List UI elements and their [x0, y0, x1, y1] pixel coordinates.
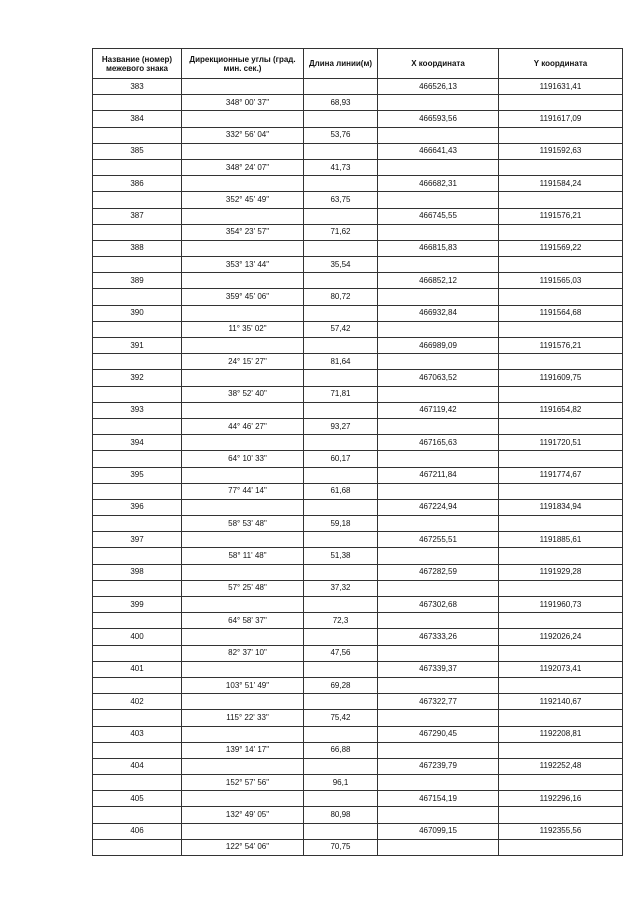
cell-angle: 11° 35' 02": [182, 321, 304, 337]
cell-angle: 57° 25' 48": [182, 580, 304, 596]
cell-length: 96,1: [304, 775, 378, 791]
cell-x: 466989,09: [378, 338, 499, 354]
cell-angle: 82° 37' 10": [182, 645, 304, 661]
cell-length: [304, 111, 378, 127]
line-row: [93, 224, 623, 240]
point-row: [93, 823, 623, 839]
cell-length: [304, 338, 378, 354]
cell-angle: 64° 10' 33": [182, 451, 304, 467]
cell-angle: 77° 44' 14": [182, 483, 304, 499]
cell-x: [378, 95, 499, 111]
cell-x: 466932,84: [378, 305, 499, 321]
cell-length: [304, 79, 378, 95]
cell-angle: [182, 79, 304, 95]
cell-y: [499, 645, 623, 661]
cell-angle: 348° 00' 37": [182, 95, 304, 111]
cell-x: 467154,19: [378, 791, 499, 807]
cell-name: [93, 775, 182, 791]
cell-x: 467339,37: [378, 661, 499, 677]
cell-angle: 348° 24' 07": [182, 159, 304, 175]
cell-length: 51,38: [304, 548, 378, 564]
cell-y: [499, 742, 623, 758]
cell-x: [378, 451, 499, 467]
cell-name: 395: [93, 467, 182, 483]
cell-length: 41,73: [304, 159, 378, 175]
line-row: [93, 321, 623, 337]
cell-name: [93, 418, 182, 434]
cell-y: 1191960,73: [499, 597, 623, 613]
point-row: [93, 435, 623, 451]
cell-angle: [182, 143, 304, 159]
point-row: [93, 79, 623, 95]
cell-x: [378, 516, 499, 532]
cell-angle: [182, 111, 304, 127]
header-y: Y координата: [499, 49, 623, 79]
boundary-coordinates-table: [92, 48, 623, 856]
cell-name: 388: [93, 240, 182, 256]
cell-angle: [182, 823, 304, 839]
cell-y: 1192026,24: [499, 629, 623, 645]
cell-name: [93, 742, 182, 758]
point-row: [93, 597, 623, 613]
cell-x: 467165,63: [378, 435, 499, 451]
cell-x: 467119,42: [378, 402, 499, 418]
cell-x: [378, 807, 499, 823]
cell-length: [304, 597, 378, 613]
cell-angle: [182, 629, 304, 645]
cell-name: [93, 677, 182, 693]
point-row: [93, 338, 623, 354]
cell-length: [304, 629, 378, 645]
cell-length: 81,64: [304, 354, 378, 370]
cell-x: 467239,79: [378, 758, 499, 774]
point-row: [93, 726, 623, 742]
cell-y: [499, 775, 623, 791]
point-row: [93, 402, 623, 418]
point-row: [93, 208, 623, 224]
cell-length: [304, 402, 378, 418]
point-row: [93, 143, 623, 159]
cell-angle: 152° 57' 56": [182, 775, 304, 791]
cell-name: [93, 613, 182, 629]
cell-length: 47,56: [304, 645, 378, 661]
cell-x: 466745,55: [378, 208, 499, 224]
cell-y: [499, 354, 623, 370]
cell-y: [499, 321, 623, 337]
cell-x: 467211,84: [378, 467, 499, 483]
cell-angle: 122° 54' 06": [182, 839, 304, 855]
cell-x: [378, 548, 499, 564]
cell-y: 1191609,75: [499, 370, 623, 386]
line-row: [93, 354, 623, 370]
cell-angle: [182, 564, 304, 580]
cell-length: [304, 499, 378, 515]
cell-x: 467063,52: [378, 370, 499, 386]
coordinates-sheet: [92, 48, 622, 852]
cell-name: 384: [93, 111, 182, 127]
cell-y: [499, 548, 623, 564]
cell-x: 467099,15: [378, 823, 499, 839]
cell-x: [378, 289, 499, 305]
cell-name: 399: [93, 597, 182, 613]
cell-length: 66,88: [304, 742, 378, 758]
cell-name: 405: [93, 791, 182, 807]
cell-length: 71,81: [304, 386, 378, 402]
cell-length: [304, 176, 378, 192]
cell-x: [378, 257, 499, 273]
line-row: [93, 289, 623, 305]
cell-y: 1191569,22: [499, 240, 623, 256]
cell-name: [93, 645, 182, 661]
cell-angle: 354° 23' 57": [182, 224, 304, 240]
cell-name: [93, 289, 182, 305]
cell-name: [93, 516, 182, 532]
cell-name: 387: [93, 208, 182, 224]
cell-y: 1191929,28: [499, 564, 623, 580]
cell-name: [93, 483, 182, 499]
cell-x: [378, 677, 499, 693]
cell-x: [378, 386, 499, 402]
line-row: [93, 127, 623, 143]
cell-x: [378, 613, 499, 629]
cell-angle: [182, 499, 304, 515]
cell-length: 69,28: [304, 677, 378, 693]
cell-angle: [182, 370, 304, 386]
cell-x: 467290,45: [378, 726, 499, 742]
cell-x: [378, 127, 499, 143]
cell-angle: [182, 338, 304, 354]
cell-name: 390: [93, 305, 182, 321]
cell-name: 383: [93, 79, 182, 95]
cell-angle: [182, 273, 304, 289]
point-row: [93, 758, 623, 774]
cell-length: 60,17: [304, 451, 378, 467]
cell-angle: 139° 14' 17": [182, 742, 304, 758]
line-row: [93, 516, 623, 532]
cell-y: [499, 807, 623, 823]
cell-angle: 38° 52' 40": [182, 386, 304, 402]
cell-name: 385: [93, 143, 182, 159]
cell-length: [304, 694, 378, 710]
cell-angle: 352° 45' 49": [182, 192, 304, 208]
cell-name: 394: [93, 435, 182, 451]
cell-x: 467282,59: [378, 564, 499, 580]
cell-y: [499, 418, 623, 434]
cell-length: 93,27: [304, 418, 378, 434]
cell-x: 466682,31: [378, 176, 499, 192]
cell-y: [499, 516, 623, 532]
cell-name: [93, 386, 182, 402]
cell-y: [499, 192, 623, 208]
point-row: [93, 564, 623, 580]
point-row: [93, 111, 623, 127]
cell-x: [378, 580, 499, 596]
cell-length: [304, 273, 378, 289]
cell-name: [93, 95, 182, 111]
cell-x: 467224,94: [378, 499, 499, 515]
cell-angle: [182, 305, 304, 321]
point-row: [93, 305, 623, 321]
cell-length: [304, 791, 378, 807]
cell-y: 1191564,68: [499, 305, 623, 321]
line-row: [93, 645, 623, 661]
header-length: Длина линии(м): [304, 49, 378, 79]
cell-length: 63,75: [304, 192, 378, 208]
cell-angle: [182, 694, 304, 710]
cell-y: 1192296,16: [499, 791, 623, 807]
cell-name: 386: [93, 176, 182, 192]
cell-length: 57,42: [304, 321, 378, 337]
cell-length: [304, 435, 378, 451]
cell-name: 397: [93, 532, 182, 548]
cell-x: [378, 742, 499, 758]
cell-name: [93, 807, 182, 823]
cell-length: 71,62: [304, 224, 378, 240]
cell-length: 80,98: [304, 807, 378, 823]
point-row: [93, 694, 623, 710]
cell-x: [378, 321, 499, 337]
cell-name: [93, 710, 182, 726]
cell-y: [499, 710, 623, 726]
cell-x: [378, 483, 499, 499]
cell-x: 466526,13: [378, 79, 499, 95]
cell-angle: 58° 53' 48": [182, 516, 304, 532]
point-row: [93, 661, 623, 677]
cell-name: 396: [93, 499, 182, 515]
cell-y: 1191617,09: [499, 111, 623, 127]
cell-x: 467302,68: [378, 597, 499, 613]
cell-y: 1192355,56: [499, 823, 623, 839]
point-row: [93, 176, 623, 192]
line-row: [93, 613, 623, 629]
cell-length: 37,32: [304, 580, 378, 596]
cell-length: [304, 758, 378, 774]
cell-name: [93, 127, 182, 143]
cell-name: 402: [93, 694, 182, 710]
cell-length: 72,3: [304, 613, 378, 629]
cell-y: [499, 127, 623, 143]
header-angle: Дирекционные углы (град. мин. сек.): [182, 49, 304, 79]
cell-y: 1191720,51: [499, 435, 623, 451]
line-row: [93, 548, 623, 564]
cell-name: 404: [93, 758, 182, 774]
line-row: [93, 257, 623, 273]
line-row: [93, 483, 623, 499]
cell-angle: 332° 56' 04": [182, 127, 304, 143]
cell-angle: [182, 791, 304, 807]
cell-x: [378, 775, 499, 791]
cell-angle: 115° 22' 33": [182, 710, 304, 726]
cell-x: [378, 224, 499, 240]
cell-length: [304, 564, 378, 580]
cell-y: 1191592,63: [499, 143, 623, 159]
cell-angle: [182, 726, 304, 742]
cell-name: [93, 839, 182, 855]
cell-angle: [182, 661, 304, 677]
cell-angle: [182, 758, 304, 774]
point-row: [93, 370, 623, 386]
cell-angle: [182, 597, 304, 613]
cell-x: 466852,12: [378, 273, 499, 289]
cell-y: [499, 224, 623, 240]
cell-name: 401: [93, 661, 182, 677]
cell-name: 393: [93, 402, 182, 418]
point-row: [93, 240, 623, 256]
cell-length: [304, 208, 378, 224]
cell-angle: [182, 532, 304, 548]
cell-angle: [182, 435, 304, 451]
line-row: [93, 192, 623, 208]
cell-name: 406: [93, 823, 182, 839]
cell-name: [93, 354, 182, 370]
cell-y: 1192073,41: [499, 661, 623, 677]
cell-length: [304, 240, 378, 256]
cell-angle: [182, 208, 304, 224]
cell-length: 70,75: [304, 839, 378, 855]
cell-x: [378, 159, 499, 175]
cell-length: [304, 661, 378, 677]
cell-length: [304, 532, 378, 548]
point-row: [93, 791, 623, 807]
cell-x: 467333,26: [378, 629, 499, 645]
cell-y: 1191565,03: [499, 273, 623, 289]
line-row: [93, 580, 623, 596]
cell-length: [304, 370, 378, 386]
cell-name: 400: [93, 629, 182, 645]
cell-length: 35,54: [304, 257, 378, 273]
line-row: [93, 839, 623, 855]
cell-name: [93, 257, 182, 273]
point-row: [93, 467, 623, 483]
cell-name: [93, 192, 182, 208]
line-row: [93, 807, 623, 823]
cell-y: [499, 839, 623, 855]
cell-x: [378, 645, 499, 661]
line-row: [93, 418, 623, 434]
cell-y: 1192252,48: [499, 758, 623, 774]
cell-y: [499, 95, 623, 111]
cell-name: 389: [93, 273, 182, 289]
cell-angle: 58° 11' 48": [182, 548, 304, 564]
cell-length: 80,72: [304, 289, 378, 305]
cell-y: 1191774,67: [499, 467, 623, 483]
cell-length: [304, 305, 378, 321]
cell-x: 466593,56: [378, 111, 499, 127]
cell-angle: [182, 176, 304, 192]
point-row: [93, 629, 623, 645]
cell-y: 1192208,81: [499, 726, 623, 742]
cell-y: [499, 483, 623, 499]
cell-y: 1191885,61: [499, 532, 623, 548]
line-row: [93, 451, 623, 467]
cell-x: [378, 710, 499, 726]
cell-y: 1191631,41: [499, 79, 623, 95]
cell-angle: 24° 15' 27": [182, 354, 304, 370]
cell-y: [499, 159, 623, 175]
cell-x: [378, 192, 499, 208]
cell-name: 403: [93, 726, 182, 742]
point-row: [93, 273, 623, 289]
cell-name: [93, 451, 182, 467]
cell-x: 466641,43: [378, 143, 499, 159]
cell-x: 467255,51: [378, 532, 499, 548]
cell-angle: [182, 402, 304, 418]
cell-name: 391: [93, 338, 182, 354]
cell-name: 398: [93, 564, 182, 580]
cell-name: [93, 321, 182, 337]
cell-angle: 132° 49' 05": [182, 807, 304, 823]
cell-length: 75,42: [304, 710, 378, 726]
line-row: [93, 677, 623, 693]
cell-y: [499, 289, 623, 305]
cell-name: [93, 159, 182, 175]
cell-x: [378, 418, 499, 434]
cell-name: [93, 548, 182, 564]
table-body: [93, 79, 623, 856]
line-row: [93, 710, 623, 726]
table-header-row: [93, 49, 623, 79]
header-x: X координата: [378, 49, 499, 79]
cell-angle: [182, 240, 304, 256]
cell-length: 53,76: [304, 127, 378, 143]
cell-length: [304, 143, 378, 159]
cell-name: [93, 224, 182, 240]
line-row: [93, 742, 623, 758]
cell-length: [304, 467, 378, 483]
cell-x: 467322,77: [378, 694, 499, 710]
cell-y: 1191654,82: [499, 402, 623, 418]
cell-angle: [182, 467, 304, 483]
cell-name: 392: [93, 370, 182, 386]
cell-y: 1191584,24: [499, 176, 623, 192]
line-row: [93, 159, 623, 175]
cell-y: 1191834,94: [499, 499, 623, 515]
cell-length: [304, 726, 378, 742]
cell-length: [304, 823, 378, 839]
header-name: Название (номер) межевого знака: [93, 49, 182, 79]
cell-length: 61,68: [304, 483, 378, 499]
point-row: [93, 532, 623, 548]
cell-y: [499, 613, 623, 629]
cell-angle: 44° 46' 27": [182, 418, 304, 434]
cell-length: 59,18: [304, 516, 378, 532]
line-row: [93, 775, 623, 791]
cell-y: [499, 386, 623, 402]
cell-angle: 64° 58' 37": [182, 613, 304, 629]
cell-angle: 103° 51' 49": [182, 677, 304, 693]
cell-y: 1191576,21: [499, 338, 623, 354]
point-row: [93, 499, 623, 515]
cell-length: 68,93: [304, 95, 378, 111]
cell-y: [499, 257, 623, 273]
cell-angle: 353° 13' 44": [182, 257, 304, 273]
cell-x: [378, 839, 499, 855]
cell-name: [93, 580, 182, 596]
cell-x: 466815,83: [378, 240, 499, 256]
line-row: [93, 386, 623, 402]
cell-y: [499, 677, 623, 693]
cell-y: 1191576,21: [499, 208, 623, 224]
cell-x: [378, 354, 499, 370]
cell-y: [499, 580, 623, 596]
cell-y: 1192140,67: [499, 694, 623, 710]
line-row: [93, 95, 623, 111]
cell-angle: 359° 45' 06": [182, 289, 304, 305]
cell-y: [499, 451, 623, 467]
